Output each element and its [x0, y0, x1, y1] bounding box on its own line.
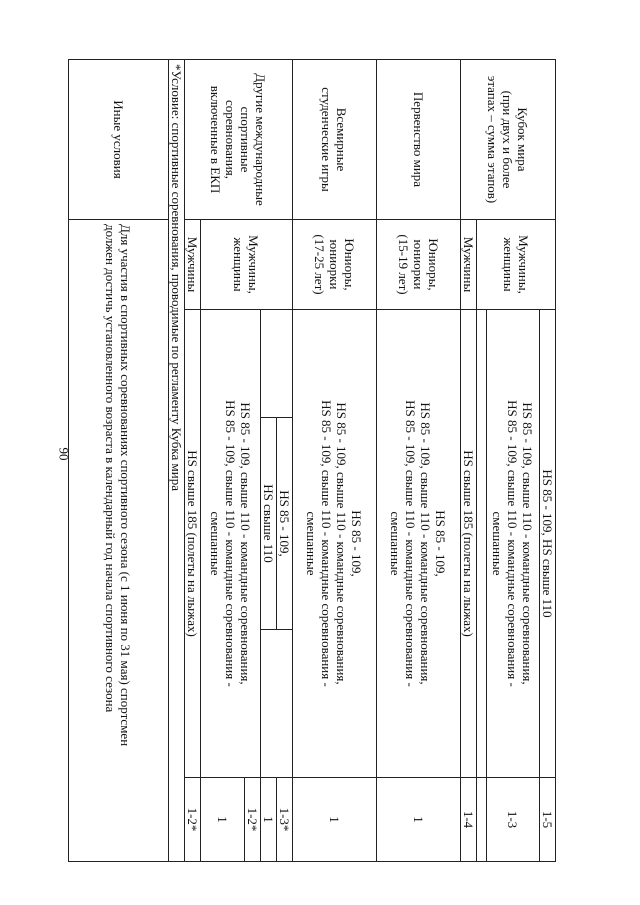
hs-cell: HS свыше 110: [261, 418, 277, 630]
qualification-table: [68, 59, 556, 862]
group-cell: [293, 220, 377, 310]
text-line: студенческие игры: [319, 87, 335, 192]
hs-cell: HS свыше 185 (полеты на лыжах): [185, 310, 201, 778]
text-line: Другие международные: [253, 73, 269, 206]
text-line: HS 85 - 109, свыше 110 - командные соревнования,: [520, 402, 536, 685]
place-cell: 1-5: [540, 778, 556, 862]
place-spacer: [477, 778, 487, 862]
place-cell: 1-3*: [277, 778, 293, 862]
text-line: HS 85 - 109, свыше 110 - командные соревнования -: [505, 400, 521, 687]
hs-cell: HS 85 - 109, HS свыше 110: [540, 310, 556, 778]
place-cell: 1: [377, 778, 461, 862]
text-line: Кубок мира: [515, 107, 531, 172]
place-cell: 1-3: [487, 778, 540, 862]
group-cell: Мужчины: [461, 220, 477, 310]
hs-cell: [487, 310, 540, 778]
place-cell: 1: [261, 778, 277, 862]
hs-empty: [261, 310, 293, 418]
text-line: HS 85 - 109, свыше 110 - командные соревнования,: [238, 402, 253, 685]
text-line: Мужчины,: [246, 235, 262, 294]
hs-cell: HS свыше 185 (полеты на лыжах): [461, 310, 477, 778]
text-line: юниорки: [327, 239, 342, 290]
hs-empty: [261, 630, 293, 778]
group-cell: Мужчины: [185, 220, 201, 310]
table-row: [69, 60, 169, 862]
text-line: включенные в ЕКП: [208, 85, 224, 194]
page-number-text: 90: [56, 447, 71, 461]
text-line: смешанные: [304, 511, 320, 576]
competition-other-international: [185, 60, 293, 220]
text-line: HS 85 - 109,: [433, 510, 449, 577]
text-line: HS 85 - 109, свыше 110 - командные соревнования,: [418, 402, 434, 685]
competition-world-cup: [461, 60, 556, 220]
text-line: Всемирные: [334, 107, 350, 172]
group-cell: [201, 220, 293, 310]
rotated-table-wrapper: [68, 59, 556, 861]
text-line: Юниоры,: [342, 238, 357, 291]
hs-cell: HS 85 - 109,: [277, 418, 293, 630]
footnote: *Условие: спортивные соревнования, проводимые по регламенту Кубка мира: [169, 60, 185, 862]
text-line: HS 85 - 109,: [349, 510, 365, 577]
text-line: HS 85 - 109, свыше 110 - командные соревнования -: [319, 400, 335, 687]
text-line: соревнования,: [223, 99, 239, 179]
hs-cell: [201, 310, 261, 778]
place-cell: 1-4: [461, 778, 477, 862]
other-conditions-label: Иные условия: [69, 60, 169, 220]
place-cell: 1-2*: [185, 778, 201, 862]
place-cell: 1: [201, 778, 245, 862]
text-line: (17-25 лет): [312, 234, 327, 295]
table-row: [293, 60, 377, 862]
text-line: HS 85 - 109, свыше 110 - командные соревнования,: [334, 402, 350, 685]
text-line: смешанные: [208, 511, 223, 576]
group-cell: [477, 220, 556, 310]
text-line: HS 85 - 109, свыше 110 - командные соревнования -: [403, 400, 419, 687]
text-line: спортивные: [238, 106, 254, 173]
table-row: [169, 60, 185, 862]
text-line: Юниоры,: [426, 238, 441, 291]
text-line: смешанные: [388, 511, 404, 576]
competition-universiade: [293, 60, 377, 220]
table-row: [377, 60, 461, 862]
text-line: Мужчины,: [516, 235, 531, 294]
table-row: [540, 60, 556, 862]
text-line: женщины: [501, 237, 516, 292]
text-line: должен достичь установленного возраста в календарный год начала спортивного сезона: [103, 224, 119, 713]
competition-world-junior: Первенство мира: [377, 60, 461, 220]
text-line: смешанные: [490, 511, 506, 576]
place-cell: 1: [293, 778, 377, 862]
text-line: (при двух и более: [500, 90, 516, 189]
hs-spacer: [477, 310, 487, 778]
text-line: юниорки: [411, 239, 426, 290]
text-line: женщины: [231, 237, 247, 292]
hs-cell: [293, 310, 377, 778]
text-line: Для участия в спортивных соревнованиях спортивного сезона (с 1 июня по 31 мая) спортсмен: [118, 224, 134, 747]
group-cell: [377, 220, 461, 310]
text-line: HS 85 - 109, свыше 110 - командные соревнования -: [223, 400, 238, 687]
other-conditions-text: [69, 220, 169, 862]
text-line: (15-19 лет): [396, 234, 411, 295]
text-line: этапах – сумма этапов): [485, 75, 501, 204]
hs-cell: [377, 310, 461, 778]
table-row: [277, 60, 293, 862]
place-cell: 1-2*: [245, 778, 261, 862]
